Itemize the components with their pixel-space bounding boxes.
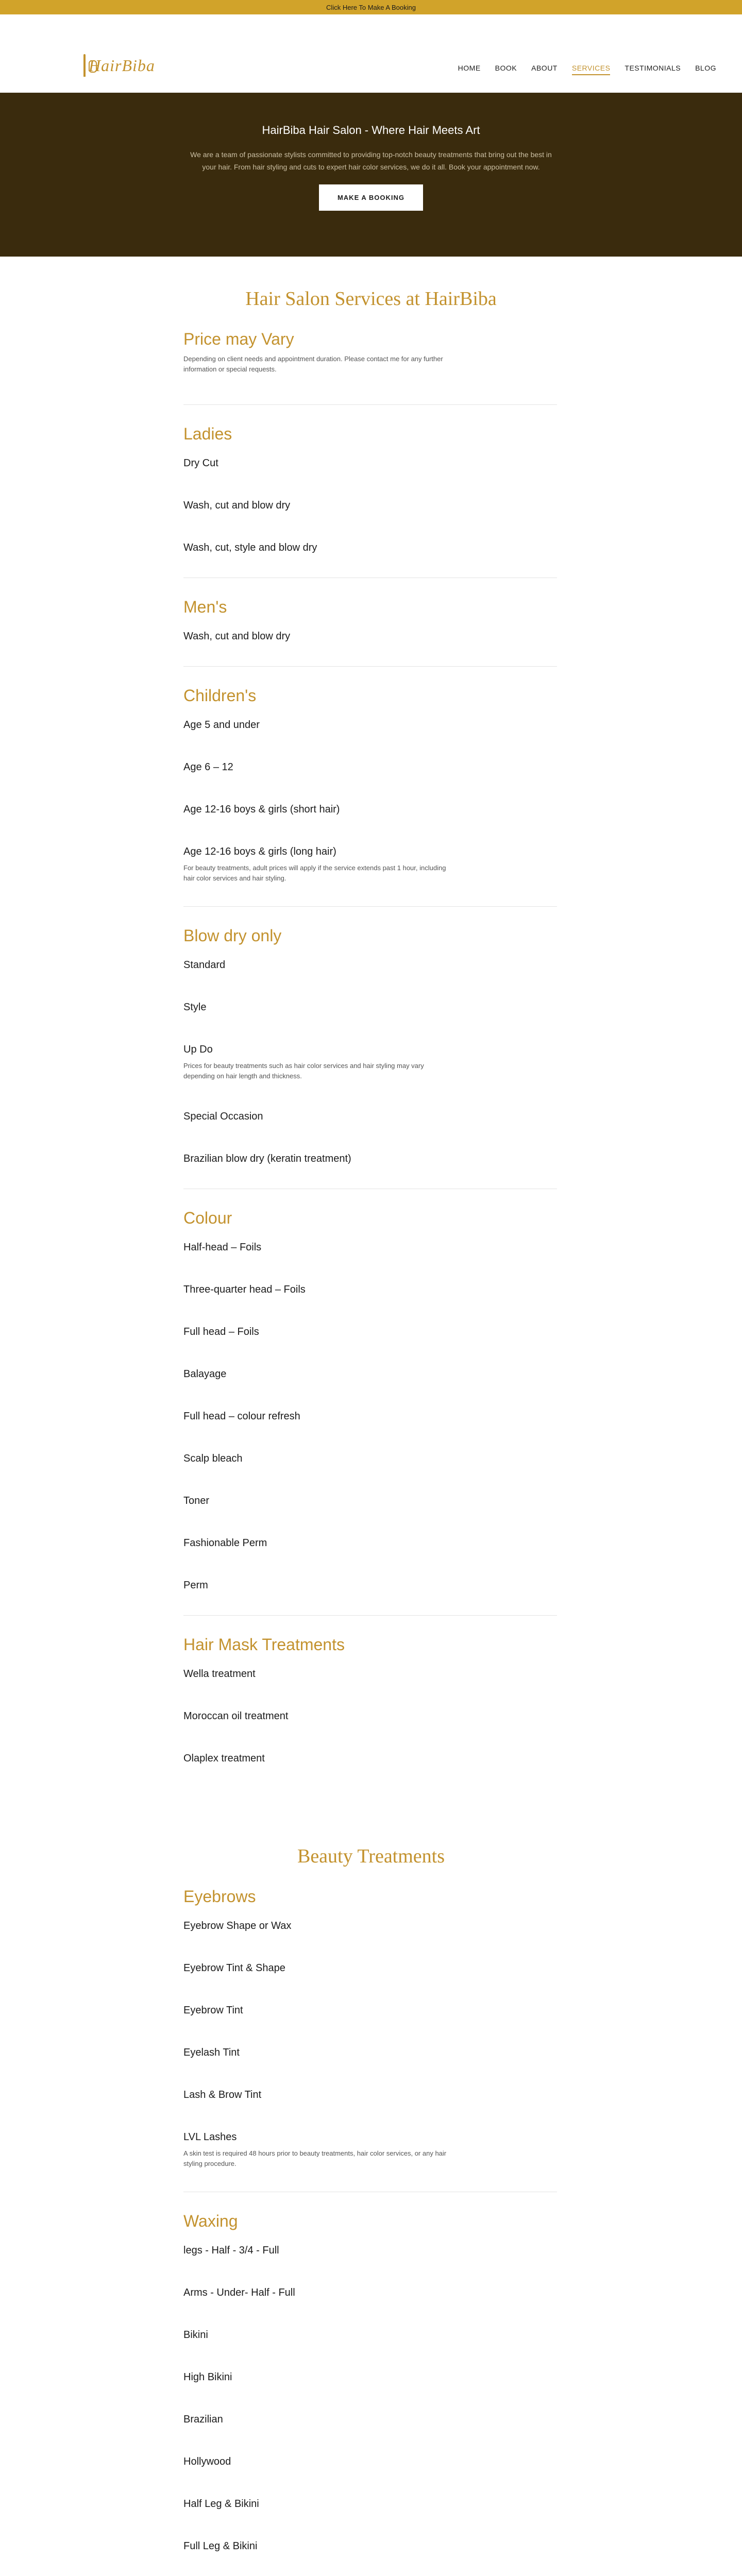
beauty-section-title: Beauty Treatments (297, 1845, 445, 1867)
service-name: Eyebrow Tint (183, 2005, 243, 2016)
site-header (0, 14, 742, 93)
service-name: Full head – colour refresh (183, 1411, 300, 1422)
service-name: Three-quarter head – Foils (183, 1284, 306, 1295)
service-item (183, 1709, 400, 1723)
service-name: Eyebrow Tint & Shape (183, 1962, 285, 1974)
category-title: Men's (183, 598, 227, 616)
service-item (183, 1109, 400, 1124)
nav-testimonials[interactable]: TESTIMONIALS (625, 64, 681, 72)
services-main (0, 257, 742, 2576)
service-name: Eyebrow Shape or Wax (183, 1920, 292, 1931)
service-name: Olaplex treatment (183, 1753, 265, 1764)
service-name: Hollywood (183, 2456, 231, 2467)
service-item (183, 2328, 400, 2342)
service-item (183, 718, 400, 732)
service-item (183, 1919, 400, 1933)
service-name: Scalp bleach (183, 1453, 243, 1464)
service-note: For beauty treatments, adult prices will apply if the service extends past 1 hour, including hair color services and hair styling. (183, 864, 446, 882)
service-name: Balayage (183, 1368, 227, 1380)
service-item (183, 2045, 400, 2060)
category-title: Waxing (183, 2212, 238, 2230)
hair-section-title: Hair Salon Services at HairBiba (245, 288, 497, 310)
service-category (183, 1189, 557, 1616)
service-name: Half-head – Foils (183, 1242, 262, 1253)
service-item (183, 2370, 400, 2384)
service-category (183, 405, 557, 578)
service-item (183, 1667, 400, 1681)
service-item (183, 958, 400, 972)
hair-services-section (183, 257, 557, 1788)
service-name: High Bikini (183, 2371, 232, 2383)
service-name: Dry Cut (183, 457, 218, 469)
service-item (183, 2412, 400, 2427)
nav-about[interactable]: ABOUT (531, 64, 558, 72)
nav-blog[interactable]: BLOG (695, 64, 716, 72)
category-title: Hair Mask Treatments (183, 1635, 345, 1654)
announcement-bar (0, 0, 742, 14)
service-category (183, 310, 557, 405)
service-note: A skin test is required 48 hours prior to beauty treatments, hair color services, or any hair styling procedure. (183, 2149, 447, 2167)
service-item (183, 2088, 400, 2102)
hero-description: We are a team of passionate stylists committed to providing top-notch beauty treatments that bring out the best in your hair. From hair styling and cuts to expert hair color services, we do it all. Book your appointment now. (190, 150, 552, 171)
service-name: Half Leg & Bikini (183, 2498, 259, 2510)
service-item (183, 629, 400, 643)
category-title: Eyebrows (183, 1887, 256, 1906)
service-item (183, 1282, 400, 1297)
category-title: Colour (183, 1209, 232, 1227)
service-name: Style (183, 1002, 207, 1013)
service-name: Wella treatment (183, 1668, 256, 1680)
service-item (183, 1325, 400, 1339)
service-category (183, 1868, 557, 2192)
service-name: Arms - Under- Half - Full (183, 2287, 295, 2298)
service-category (183, 2192, 557, 2576)
service-item (183, 1751, 400, 1766)
service-name: Wash, cut and blow dry (183, 500, 291, 511)
service-name: LVL Lashes (183, 2131, 237, 2143)
service-item (183, 2130, 447, 2169)
service-category (183, 578, 557, 667)
service-item (183, 498, 400, 513)
category-title: Blow dry only (183, 926, 282, 945)
hero-title: HairBiba Hair Salon - Where Hair Meets Art (262, 124, 480, 137)
service-name: Age 5 and under (183, 719, 260, 731)
category-title: Children's (183, 686, 257, 705)
category-note: Depending on client needs and appointment duration. Please contact me for any further information or special requests. (183, 355, 443, 373)
nav-services[interactable]: SERVICES (572, 64, 611, 75)
category-title: Ladies (183, 425, 232, 443)
service-item (183, 1409, 400, 1423)
service-note: Prices for beauty treatments such as hair color services and hair styling may vary depending on hair length and thickness. (183, 1062, 424, 1080)
service-item (183, 1578, 400, 1592)
service-item (183, 1240, 400, 1255)
service-name: Brazilian blow dry (keratin treatment) (183, 1153, 351, 1164)
hand-emblem-icon (83, 54, 86, 77)
service-name: Age 6 – 12 (183, 761, 233, 773)
service-item (183, 2003, 400, 2018)
service-name: Wash, cut and blow dry (183, 631, 291, 642)
service-item (183, 540, 400, 555)
main-nav (458, 64, 716, 75)
service-item (183, 1042, 424, 1081)
logo-text: HairBiba (89, 56, 155, 75)
service-name: Up Do (183, 1044, 213, 1055)
service-name: Lash & Brow Tint (183, 2089, 262, 2100)
booking-announcement-link[interactable]: Click Here To Make A Booking (326, 3, 416, 11)
service-category (183, 667, 557, 907)
service-item (183, 2539, 400, 2553)
service-name: Fashionable Perm (183, 1537, 267, 1549)
service-name: Age 12-16 boys & girls (long hair) (183, 846, 336, 857)
service-item (183, 844, 446, 884)
category-title: Price may Vary (183, 330, 294, 348)
service-category (183, 1616, 557, 1788)
hero-banner (0, 93, 742, 257)
service-category (183, 907, 557, 1189)
service-item (183, 1367, 400, 1381)
service-name: Toner (183, 1495, 210, 1506)
service-item (183, 1494, 400, 1508)
service-name: Brazilian (183, 2414, 223, 2425)
service-name: Wash, cut, style and blow dry (183, 542, 317, 553)
service-name: Special Occasion (183, 1111, 263, 1122)
service-name: Bikini (183, 2329, 208, 2341)
service-item (183, 760, 400, 774)
service-name: legs - Half - 3/4 - Full (183, 2245, 279, 2256)
service-item (183, 456, 400, 470)
service-item (183, 802, 400, 817)
service-item (183, 2497, 400, 2511)
nav-book[interactable]: BOOK (495, 64, 517, 72)
service-item (183, 2454, 400, 2469)
service-item (183, 1451, 400, 1466)
service-name: Moroccan oil treatment (183, 1710, 289, 1722)
service-item (183, 2285, 400, 2300)
make-booking-button[interactable]: MAKE A BOOKING (319, 184, 423, 211)
beauty-services-section (183, 1788, 557, 2576)
brand-logo[interactable] (83, 47, 155, 83)
service-item (183, 2243, 400, 2258)
service-item (183, 1000, 400, 1014)
service-name: Age 12-16 boys & girls (short hair) (183, 804, 340, 815)
service-name: Standard (183, 959, 226, 971)
service-item (183, 1961, 400, 1975)
service-item (183, 1151, 400, 1166)
service-name: Eyelash Tint (183, 2047, 240, 2058)
service-item (183, 1536, 400, 1550)
service-name: Perm (183, 1580, 208, 1591)
service-name: Full head – Foils (183, 1326, 259, 1337)
nav-home[interactable]: HOME (458, 64, 481, 72)
service-name: Full Leg & Bikini (183, 2540, 258, 2552)
